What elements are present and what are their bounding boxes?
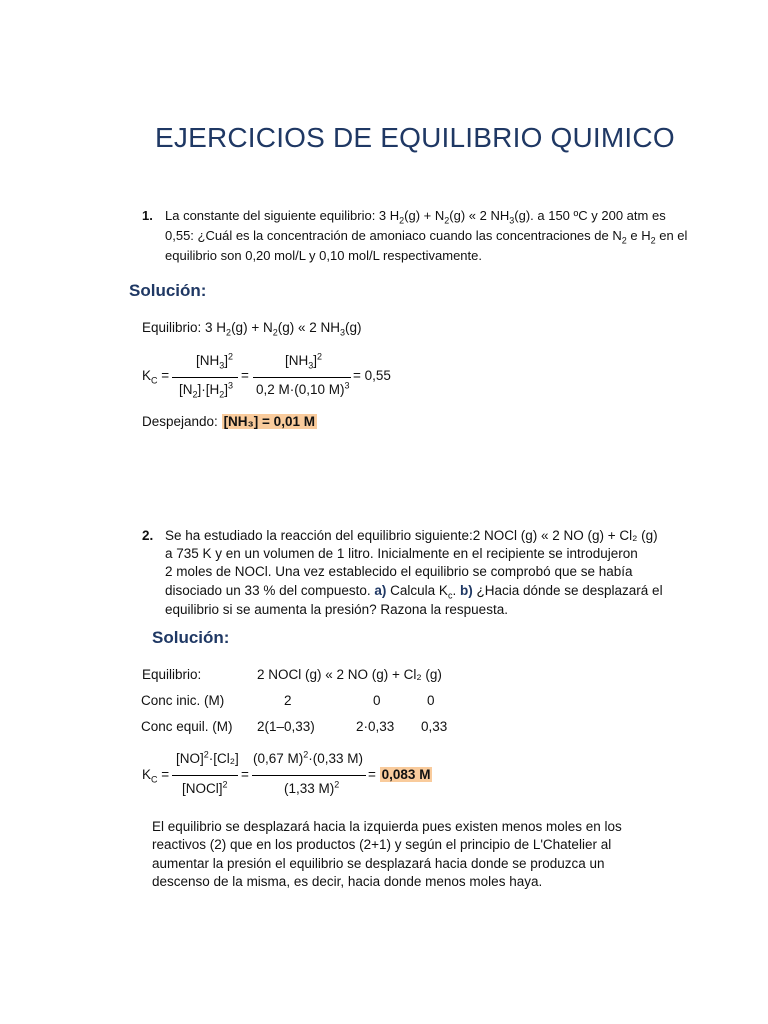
fraction-4-denominator: (1,33 M)$^2$: [284, 779, 340, 796]
explanation-line-4: descenso de la misma, es decir, hacia donde menos moles haya.: [152, 874, 543, 889]
table-row-3-val-1: 2(1–0,33): [257, 719, 315, 734]
solution-1-heading: Solución:: [129, 281, 207, 300]
exercise-2-line-5: equilibrio si se aumenta la presión? Razona la respuesta.: [165, 602, 508, 617]
fraction-2-bar: [253, 377, 351, 378]
exercise-2-line-4: disociado un 33 % del compuesto. a) Calcula $K_c$. b) ¿Hacia dónde se desplazará el: [165, 583, 663, 601]
solution-2-heading: Solución:: [152, 628, 230, 647]
exercise-2-line-2: a 735 K y en un volumen de 1 litro. Inicialmente en el recipiente se introdujeron: [165, 546, 638, 561]
fraction-4-numerator: (0,67 M)$^2$·(0,33 M): [253, 749, 364, 766]
fraction-4-bar: [252, 775, 366, 776]
exercise-1-line-2: 0,55: ¿Cuál es la concentración de amoniaco cuando las concentraciones de $N_2$ e $H_2$ en el: [165, 228, 688, 246]
kc-symbol-2: $K_C$ =: [142, 767, 170, 785]
table-row-2-val-2: 0: [373, 693, 381, 708]
table-row-1-equation: 2 NOCl (g) « 2 NO (g) + Cl₂ (g): [257, 667, 442, 682]
table-row-3-label: Conc equil. (M): [141, 719, 233, 734]
equals-sign-1: =: [241, 368, 249, 383]
exercise-2-number: 2.: [142, 528, 154, 543]
fraction-3-numerator: [NO]$^2$·[Cl₂]: [176, 749, 239, 766]
table-row-2-val-1: 2: [284, 693, 292, 708]
fraction-2-numerator: $[NH_3]^2$: [285, 351, 323, 371]
despejando-line: Despejando: [NH₃] = 0,01 M: [142, 414, 315, 429]
table-row-3-val-2: 2·0,33: [356, 719, 395, 734]
table-row-1-label: Equilibrio:: [142, 667, 202, 682]
table-row-2-val-3: 0: [427, 693, 435, 708]
explanation-line-1: El equilibrio se desplazará hacia la izquierda pues existen menos moles en los: [152, 819, 622, 834]
exercise-2-line-1: Se ha estudiado la reacción del equilibrio siguiente:2 NOCl (g) « 2 NO (g) + Cl₂ (g): [165, 528, 658, 543]
kc-result-1: = 0,55: [353, 368, 391, 383]
explanation-line-2: reactivos (2) que en los productos (2+1) y según el principio de L'Chatelier al: [152, 837, 612, 852]
kc-result-2: = 0,083 M: [368, 767, 431, 782]
exercise-1-line-1: La constante del siguiente equilibrio: 3 $H_2(g) + N_2(g)$ « 2 $NH_3(g)$. a 150 ºC y 200 atm es: [165, 208, 666, 226]
exercise-1-line-3: equilibrio son 0,20 mol/L y 0,10 mol/L respectivamente.: [165, 248, 482, 263]
equals-sign-2: =: [241, 767, 249, 782]
answer-highlight-1: [NH₃] = 0,01 M: [223, 414, 315, 429]
table-row-3-val-3: 0,33: [421, 719, 448, 734]
fraction-2-denominator: 0,2 M·(0,10 M)$^3$: [256, 380, 350, 397]
fraction-1-denominator: $[N_2]\cdot[H_2]^3$: [179, 380, 234, 400]
exercise-1-number: 1.: [142, 208, 153, 223]
explanation-line-3: aumentar la presión el equilibrio se desplazará hacia donde se produzca un: [152, 856, 605, 871]
exercise-2-line-3: 2 moles de NOCl. Una vez establecido el equilibrio se comprobó que se había: [165, 564, 633, 579]
answer-highlight-2: 0,083 M: [381, 767, 431, 782]
table-row-2-label: Conc inic. (M): [141, 693, 225, 708]
fraction-3-bar: [172, 775, 238, 776]
kc-symbol-1: $K_C$ =: [142, 368, 170, 386]
fraction-3-denominator: [NOCl]$^2$: [182, 779, 228, 796]
fraction-1-numerator: $[NH_3]^2$: [196, 351, 234, 371]
solution-1-equilibrium: Equilibrio: 3 $H_2(g) + N_2(g)$ « 2 $NH_3(g)$: [142, 320, 362, 338]
page-title: EJERCICIOS DE EQUILIBRIO QUIMICO: [155, 122, 675, 153]
fraction-1-bar: [172, 377, 238, 378]
